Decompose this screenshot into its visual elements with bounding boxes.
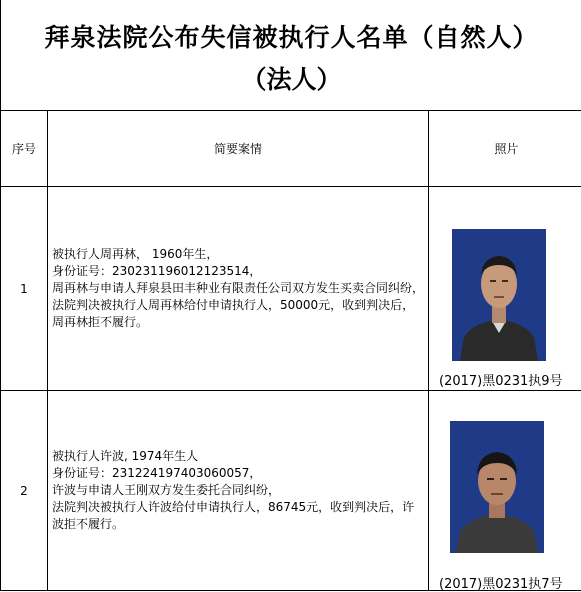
portrait-silhouette bbox=[452, 229, 546, 361]
page-subtitle: （法人） bbox=[1, 60, 581, 96]
summary-line: 身份证号：231224197403060057， bbox=[52, 465, 426, 482]
summary-line: 法院判决被执行人许波给付申请执行人，86745元，收到判决后，许波拒不履行。 bbox=[52, 499, 426, 533]
table-header-row bbox=[1, 111, 581, 187]
summary-line: 被执行人周再林， 1960年生， bbox=[52, 246, 426, 263]
case-number: (2017)黑0231执9号 bbox=[439, 370, 563, 389]
photo-cell bbox=[429, 391, 581, 591]
summary-line: 法院判决被执行人周再林给付申请执行人，50000元，收到判决后，周再林拒不履行。 bbox=[52, 297, 426, 331]
person-photo bbox=[450, 421, 544, 553]
header-no: 序号 bbox=[1, 111, 48, 187]
portrait-silhouette bbox=[450, 421, 544, 553]
page-title: 拜泉法院公布失信被执行人名单（自然人） bbox=[1, 18, 581, 54]
title-block bbox=[0, 0, 581, 110]
row-number: 2 bbox=[1, 391, 48, 591]
case-summary bbox=[48, 448, 428, 533]
photo-cell bbox=[429, 187, 581, 391]
case-summary-cell bbox=[48, 187, 429, 391]
person-photo bbox=[452, 229, 546, 361]
case-number: (2017)黑0231执7号 bbox=[439, 573, 563, 592]
table-row bbox=[1, 391, 581, 591]
summary-line: 身份证号：230231196012123514， bbox=[52, 263, 426, 280]
summary-line: 许波与申请人王刚双方发生委托合同纠纷， bbox=[52, 482, 426, 499]
header-summary: 简要案情 bbox=[48, 111, 429, 187]
defaulter-table bbox=[0, 110, 581, 591]
case-summary bbox=[48, 246, 428, 331]
header-photo: 照片 bbox=[429, 111, 581, 187]
table-row bbox=[1, 187, 581, 391]
case-summary-cell bbox=[48, 391, 429, 591]
summary-line: 周再林与申请人拜泉县田丰种业有限责任公司双方发生买卖合同纠纷， bbox=[52, 280, 426, 297]
summary-line: 被执行人许波, 1974年生人 bbox=[52, 448, 426, 465]
row-number: 1 bbox=[1, 187, 48, 391]
